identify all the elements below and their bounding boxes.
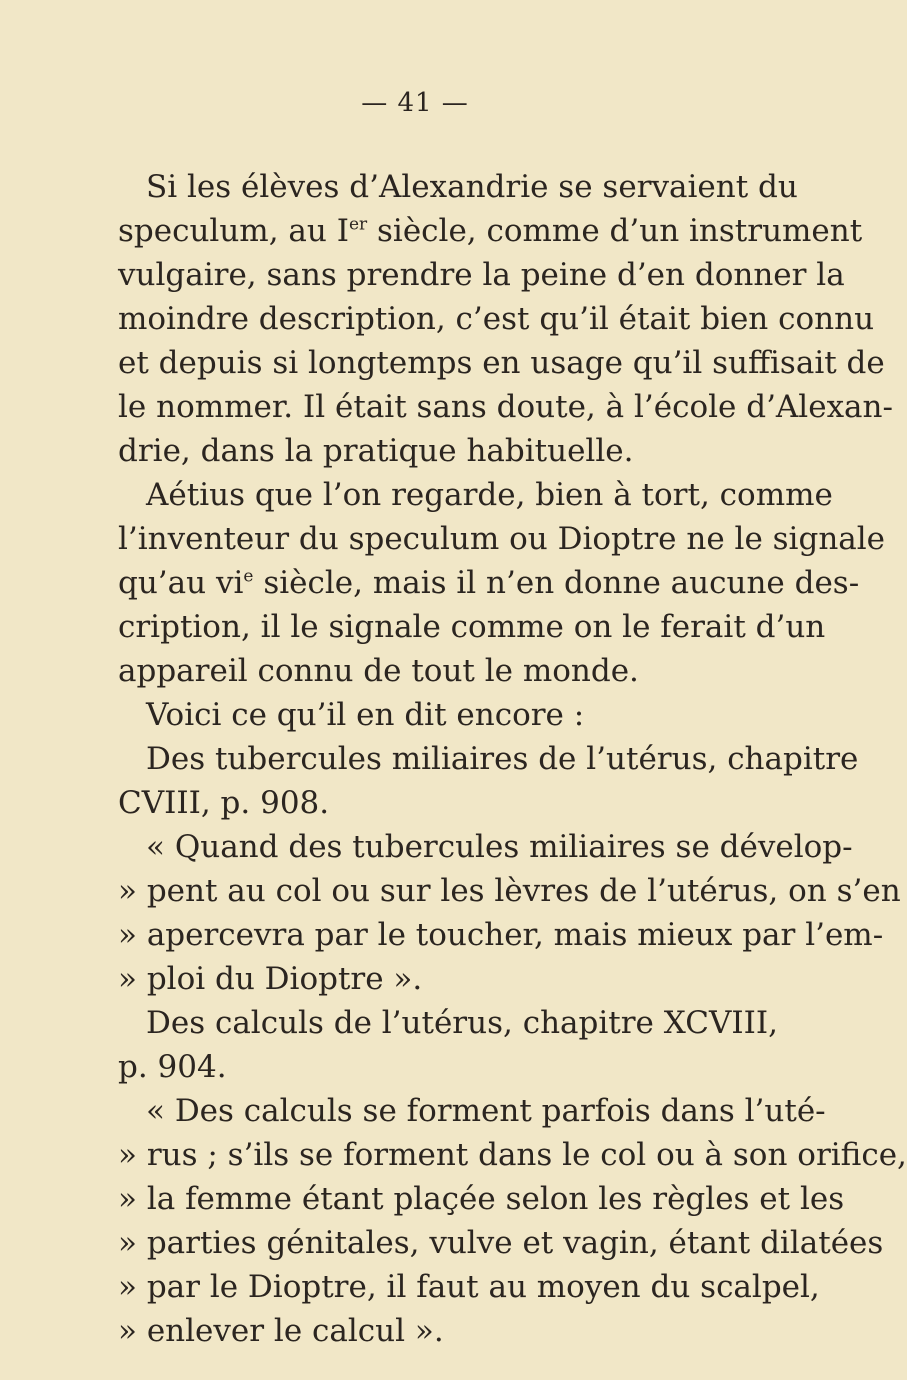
quote-line: » la femme étant plaçée selon les règles et les bbox=[118, 1181, 845, 1217]
quote-line: » pent au col ou sur les lèvres de l’utérus, on s’en bbox=[118, 873, 901, 909]
superscript: e bbox=[243, 566, 254, 587]
superscript: er bbox=[348, 214, 368, 235]
text-line: l’inventeur du speculum ou Dioptre ne le signale bbox=[118, 521, 886, 557]
quote-line: » enlever le calcul ». bbox=[118, 1313, 444, 1349]
text-line: Voici ce qu’il en dit encore : bbox=[146, 697, 585, 733]
quote-line: « Des calculs se forment parfois dans l’uté- bbox=[146, 1093, 826, 1129]
text-line: vulgaire, sans prendre la peine d’en donner la bbox=[118, 257, 845, 293]
quote-line: « Quand des tubercules miliaires se dévelop- bbox=[146, 829, 853, 865]
text-line: Si les élèves d’Alexandrie se servaient du bbox=[146, 169, 798, 205]
text-line: cription, il le signale comme on le ferait d’un bbox=[118, 609, 826, 645]
text-line: Des calculs de l’utérus, chapitre XCVIII, bbox=[146, 1005, 778, 1041]
text-line: appareil connu de tout le monde. bbox=[118, 653, 639, 689]
quote-line: » par le Dioptre, il faut au moyen du scalpel, bbox=[118, 1269, 820, 1305]
text-line: speculum, au Ier siècle, comme d’un instrument bbox=[118, 213, 863, 249]
text-line: qu’au $vi^e$ siècle, mais il n’en donne aucune des- bbox=[118, 565, 860, 601]
quote-line: » ploi du Dioptre ». bbox=[118, 961, 423, 997]
text-line: CVIII, p. 908. bbox=[118, 785, 330, 821]
text-line: drie, dans la pratique habituelle. bbox=[118, 433, 634, 469]
quote-line: » parties génitales, vulve et vagin, étant dilatées bbox=[118, 1225, 884, 1261]
text-line: p. 904. bbox=[118, 1049, 227, 1085]
page-number: — 41 — bbox=[361, 88, 469, 118]
text-line: et depuis si longtemps en usage qu’il suffisait de bbox=[118, 345, 885, 381]
text-line: moindre description, c’est qu’il était bien connu bbox=[118, 301, 875, 337]
text-line: le nommer. Il était sans doute, à l’école d’Alexan- bbox=[118, 389, 893, 425]
quote-line: » rus ; s’ils se forment dans le col ou à son orifice, bbox=[118, 1137, 907, 1173]
text-line: Aétius que l’on regarde, bien à tort, comme bbox=[146, 477, 833, 513]
quote-line: » apercevra par le toucher, mais mieux par l’em- bbox=[118, 917, 884, 953]
text-line: Des tubercules miliaires de l’utérus, chapitre bbox=[146, 741, 859, 777]
roman-numeral: I bbox=[336, 213, 349, 249]
